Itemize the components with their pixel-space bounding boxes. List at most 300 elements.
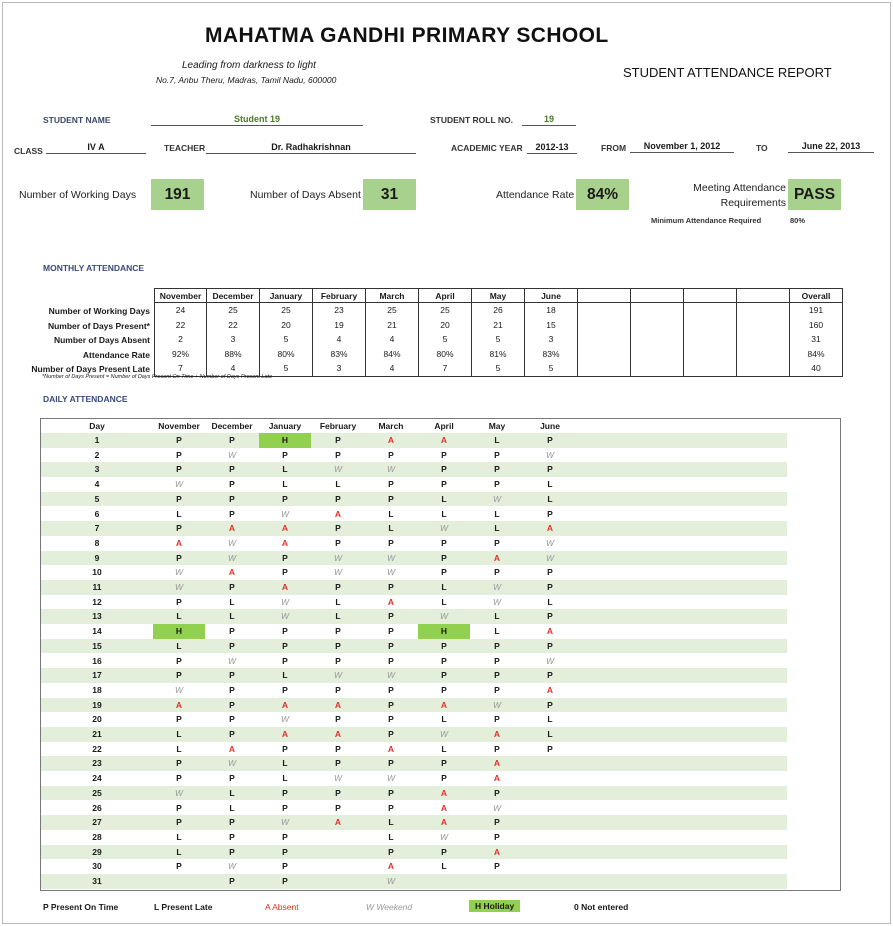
day-number: 13 <box>92 611 102 622</box>
attendance-cell: W <box>386 464 396 475</box>
attendance-cell: A <box>334 508 342 519</box>
monthly-cell <box>578 361 630 376</box>
daily-month-header: May <box>488 421 506 431</box>
attendance-cell: P <box>282 876 288 886</box>
attendance-cell: P <box>388 655 394 666</box>
attendance-cell: P <box>229 876 235 886</box>
attendance-cell: W <box>333 773 343 784</box>
attendance-cell: W <box>386 876 396 886</box>
attendance-cell: P <box>547 743 553 754</box>
attendance-cell: P <box>388 537 394 548</box>
attendance-cell: L <box>176 729 182 739</box>
attendance-cell: P <box>229 493 235 504</box>
monthly-cell: 21 <box>387 319 397 330</box>
month-column <box>207 303 260 377</box>
day-number: 17 <box>92 670 102 681</box>
attendance-cell: P <box>441 670 447 681</box>
attendance-cell: L <box>388 817 394 828</box>
attendance-cell <box>153 874 205 889</box>
monthly-cell: 7 <box>442 363 448 374</box>
daily-row <box>41 492 787 507</box>
attendance-cell: W <box>333 552 343 563</box>
attendance-cell: W <box>439 831 449 842</box>
month-header: March <box>366 289 419 303</box>
attendance-cell: A <box>281 582 289 592</box>
monthly-cell <box>631 361 683 376</box>
attendance-cell: W <box>227 552 237 563</box>
attendance-cell: W <box>492 493 502 504</box>
daily-row <box>41 756 787 771</box>
attendance-cell <box>524 859 576 874</box>
class-value: IV A <box>46 142 146 154</box>
daily-row <box>41 477 787 492</box>
month-column <box>155 303 207 377</box>
day-number: 24 <box>92 773 102 784</box>
academic-year-label: ACADEMIC YEAR <box>451 143 523 153</box>
monthly-cell <box>684 347 736 362</box>
daily-month-header: March <box>378 421 404 431</box>
monthly-cell: 3 <box>548 334 554 345</box>
month-column <box>737 303 790 377</box>
attendance-cell: P <box>176 596 182 607</box>
attendance-cell: P <box>441 655 447 666</box>
monthly-cell <box>737 332 789 347</box>
row-label: Number of Working Days <box>48 306 150 316</box>
day-number: 11 <box>92 582 102 592</box>
attendance-cell: A <box>281 537 289 548</box>
monthly-cell: 21 <box>493 319 503 330</box>
attendance-cell: P <box>494 464 500 475</box>
attendance-cell: W <box>439 611 449 622</box>
month-column <box>525 303 578 377</box>
daily-row <box>41 595 787 610</box>
monthly-cell <box>578 332 630 347</box>
daily-row <box>41 462 787 477</box>
attendance-cell: L <box>547 729 553 739</box>
day-number: 9 <box>94 552 100 563</box>
student-name-label: STUDENT NAME <box>43 115 111 125</box>
attendance-cell: A <box>440 817 448 828</box>
attendance-cell: P <box>388 493 394 504</box>
attendance-cell: P <box>229 773 235 784</box>
attendance-cell: P <box>229 670 235 681</box>
monthly-cell: 3 <box>230 334 236 345</box>
attendance-cell: P <box>176 773 182 784</box>
to-value: June 22, 2013 <box>788 141 874 153</box>
monthly-cell: 3 <box>336 363 342 374</box>
attendance-cell <box>524 801 576 816</box>
attendance-cell: A <box>334 817 342 828</box>
attendance-cell: P <box>335 743 341 754</box>
monthly-cell: 4 <box>230 363 236 374</box>
daily-month-header: December <box>211 421 253 431</box>
attendance-cell: P <box>176 817 182 828</box>
attendance-cell: L <box>441 861 447 872</box>
attendance-cell: W <box>174 787 184 798</box>
attendance-cell: W <box>492 802 502 813</box>
daily-row <box>41 801 787 816</box>
attendance-cell: A <box>546 626 554 637</box>
daily-row <box>41 580 787 595</box>
attendance-cell: L <box>176 508 182 519</box>
attendance-cell: L <box>388 831 394 842</box>
attendance-cell: P <box>282 626 288 637</box>
monthly-cell <box>631 318 683 333</box>
attendance-cell <box>312 859 364 874</box>
attendance-cell: W <box>492 596 502 607</box>
attendance-cell: P <box>441 552 447 563</box>
day-number: 25 <box>92 787 102 798</box>
legend-absent: A Absent <box>265 902 299 912</box>
attendance-cell: W <box>174 582 184 592</box>
attendance-cell: P <box>494 817 500 828</box>
monthly-cell: 4 <box>389 363 395 374</box>
attendance-cell: P <box>441 449 447 460</box>
attendance-cell: P <box>335 758 341 769</box>
attendance-cell: L <box>441 493 447 504</box>
attendance-cell: P <box>282 846 288 857</box>
attendance-cell: P <box>388 802 394 813</box>
attendance-cell: A <box>440 787 448 798</box>
legend-not-entered: 0 Not entered <box>574 902 629 912</box>
attendance-cell: H <box>153 624 205 639</box>
attendance-cell: P <box>176 449 182 460</box>
attendance-cell: L <box>282 773 288 784</box>
daily-row <box>41 742 787 757</box>
daily-row <box>41 609 787 624</box>
attendance-cell: P <box>494 670 500 681</box>
attendance-cell: P <box>547 640 553 651</box>
monthly-cell <box>737 347 789 362</box>
daily-month-header: April <box>434 421 454 431</box>
attendance-cell: A <box>334 729 342 739</box>
attendance-cell: P <box>335 684 341 695</box>
attendance-cell: L <box>441 596 447 607</box>
attendance-cell: W <box>227 449 237 460</box>
school-name: MAHATMA GANDHI PRIMARY SCHOOL <box>205 24 609 47</box>
attendance-cell: P <box>282 567 288 578</box>
attendance-cell <box>312 874 364 889</box>
attendance-cell: L <box>335 611 341 622</box>
monthly-cell: 5 <box>283 334 289 345</box>
monthly-cell: 24 <box>175 305 186 315</box>
monthly-cell: 160 <box>808 319 824 330</box>
attendance-cell: W <box>492 582 502 592</box>
attendance-cell: A <box>175 537 183 548</box>
attendance-cell: P <box>335 787 341 798</box>
attendance-cell: P <box>176 493 182 504</box>
monthly-cell: 25 <box>228 305 238 315</box>
attendance-cell: P <box>282 802 288 813</box>
daily-row <box>41 845 787 860</box>
attendance-cell: P <box>229 817 235 828</box>
monthly-cell: 25 <box>387 305 397 315</box>
attendance-cell: P <box>229 582 235 592</box>
attendance-cell: L <box>282 758 288 769</box>
monthly-cell <box>578 303 630 318</box>
monthly-cell: 5 <box>283 363 289 374</box>
working-days-label: Number of Working Days <box>19 189 137 201</box>
day-number: 12 <box>92 596 102 607</box>
attendance-cell: W <box>386 670 396 681</box>
monthly-cell: 31 <box>811 334 821 345</box>
month-column <box>419 303 472 377</box>
attendance-cell: L <box>176 831 182 842</box>
attendance-cell: P <box>282 552 288 563</box>
monthly-cell: 22 <box>228 319 238 330</box>
month-column <box>366 303 419 377</box>
daily-row <box>41 683 787 698</box>
daily-month-header: January <box>268 421 302 431</box>
attendance-cell: L <box>441 714 447 725</box>
row-label: Number of Days Present* <box>47 320 150 331</box>
attendance-cell: P <box>335 640 341 651</box>
attendance-cell: P <box>388 479 394 490</box>
monthly-cell <box>684 318 736 333</box>
school-address: No.7, Anbu Theru, Madras, Tamil Nadu, 600000 <box>156 75 337 85</box>
report-title: STUDENT ATTENDANCE REPORT <box>623 65 832 80</box>
attendance-cell: P <box>335 435 341 445</box>
attendance-cell: P <box>229 831 235 842</box>
attendance-cell: P <box>388 846 394 857</box>
daily-month-header: February <box>319 421 357 431</box>
attendance-cell: L <box>494 523 500 534</box>
attendance-cell: P <box>441 567 447 578</box>
attendance-cell: P <box>547 699 553 710</box>
row-label: Number of Days Present Late <box>31 364 150 375</box>
monthly-cell: 4 <box>389 334 395 345</box>
attendance-cell: A <box>387 743 395 754</box>
attendance-cell: P <box>176 552 182 563</box>
day-number: 4 <box>94 479 100 490</box>
monthly-cell: 81% <box>489 348 507 359</box>
attendance-cell: A <box>493 773 501 784</box>
day-number: 8 <box>94 537 100 548</box>
attendance-cell: A <box>281 699 289 710</box>
daily-month-header: November <box>158 421 200 431</box>
month-column <box>684 303 737 377</box>
attendance-cell: P <box>282 449 288 460</box>
attendance-cell <box>524 756 576 771</box>
attendance-cell: L <box>547 714 553 725</box>
day-number: 5 <box>94 493 100 504</box>
monthly-cell <box>684 361 736 376</box>
meeting-label-1: Meeting Attendance <box>693 182 786 194</box>
monthly-cell: 5 <box>495 334 501 345</box>
attendance-cell: P <box>229 846 235 857</box>
attendance-cell: P <box>494 861 500 872</box>
month-column <box>578 303 631 377</box>
attendance-cell: A <box>493 552 501 563</box>
attendance-cell: P <box>388 684 394 695</box>
attendance-cell: P <box>388 449 394 460</box>
attendance-cell: W <box>333 567 343 578</box>
monthly-cell: 5 <box>495 363 501 374</box>
daily-row <box>41 536 787 551</box>
attendance-cell: W <box>280 817 290 828</box>
attendance-cell: P <box>441 537 447 548</box>
attendance-cell: P <box>547 582 553 592</box>
month-header: December <box>207 289 260 303</box>
attendance-cell: W <box>227 655 237 666</box>
attendance-cell <box>524 845 576 860</box>
attendance-cell: P <box>335 537 341 548</box>
attendance-cell: A <box>228 523 236 534</box>
daily-row <box>41 565 787 580</box>
day-number: 30 <box>92 861 102 872</box>
monthly-cell: 23 <box>334 305 344 315</box>
attendance-cell: P <box>176 523 182 534</box>
row-label: Attendance Rate <box>82 349 150 360</box>
legend-holiday: H Holiday <box>469 900 520 912</box>
teacher-label: TEACHER <box>164 143 206 153</box>
monthly-cell: 80% <box>277 348 295 359</box>
attendance-cell: P <box>547 670 553 681</box>
attendance-cell: P <box>282 861 288 872</box>
monthly-cell: 5 <box>548 363 554 374</box>
attendance-cell: A <box>334 699 342 710</box>
minimum-attendance-value: 80% <box>790 216 806 225</box>
daily-row <box>41 859 787 874</box>
attendance-cell: P <box>229 714 235 725</box>
attendance-cell: L <box>229 611 235 622</box>
attendance-cell: W <box>280 596 290 607</box>
attendance-cell: A <box>493 758 501 769</box>
attendance-cell: L <box>388 523 394 534</box>
attendance-cell: P <box>176 655 182 666</box>
attendance-cell: L <box>229 596 235 607</box>
teacher-value: Dr. Radhakrishnan <box>206 142 416 154</box>
roll-label: STUDENT ROLL NO. <box>430 115 513 125</box>
monthly-cell <box>631 332 683 347</box>
attendance-cell: P <box>229 684 235 695</box>
from-label: FROM <box>601 143 627 153</box>
day-column-header: Day <box>89 421 105 431</box>
month-column <box>631 303 684 377</box>
day-number: 27 <box>92 817 102 828</box>
attendance-cell: P <box>282 655 288 666</box>
month-header: January <box>260 289 313 303</box>
monthly-cell: 25 <box>281 305 291 315</box>
monthly-cell: 88% <box>224 348 242 359</box>
monthly-cell: 40 <box>811 363 821 374</box>
attendance-cell: W <box>280 611 290 622</box>
attendance-cell: L <box>282 479 288 490</box>
attendance-cell: L <box>441 508 447 519</box>
attendance-cell: P <box>176 758 182 769</box>
attendance-cell: W <box>227 537 237 548</box>
monthly-cell: 18 <box>546 305 556 315</box>
attendance-cell: W <box>545 655 555 666</box>
attendance-cell: P <box>388 611 394 622</box>
daily-row <box>41 654 787 669</box>
attendance-cell: P <box>388 714 394 725</box>
month-header: May <box>472 289 525 303</box>
attendance-cell: L <box>547 479 553 490</box>
attendance-cell: P <box>547 435 553 445</box>
month-header: April <box>419 289 472 303</box>
day-number: 21 <box>92 729 102 739</box>
attendance-cell: P <box>282 640 288 651</box>
attendance-cell: P <box>494 655 500 666</box>
attendance-cell: P <box>335 449 341 460</box>
attendance-cell <box>312 845 364 860</box>
attendance-cell: P <box>335 582 341 592</box>
attendance-cell: P <box>494 537 500 548</box>
daily-row <box>41 815 787 830</box>
attendance-cell: P <box>229 435 235 445</box>
attendance-cell: L <box>282 464 288 475</box>
monthly-cell: 22 <box>175 319 186 330</box>
attendance-cell: P <box>494 684 500 695</box>
day-number: 19 <box>92 699 102 710</box>
legend-present: P Present On Time <box>43 902 119 912</box>
attendance-cell: W <box>280 714 290 725</box>
attendance-cell: P <box>229 640 235 651</box>
monthly-cell: 83% <box>330 348 348 359</box>
monthly-cell <box>737 303 789 318</box>
attendance-cell: L <box>229 802 235 813</box>
attendance-cell <box>312 830 364 845</box>
attendance-cell: W <box>333 464 343 475</box>
attendance-cell: W <box>439 729 449 739</box>
days-absent-kpi: 31 <box>363 179 416 210</box>
monthly-row-labels <box>10 304 150 377</box>
monthly-cell <box>737 318 789 333</box>
attendance-cell: A <box>387 596 395 607</box>
attendance-cell: P <box>388 787 394 798</box>
daily-row <box>41 698 787 713</box>
attendance-cell: P <box>335 493 341 504</box>
attendance-cell: L <box>547 493 553 504</box>
meeting-requirements-kpi: PASS <box>788 179 841 210</box>
attendance-cell: A <box>493 846 501 857</box>
school-motto: Leading from darkness to light <box>182 60 316 71</box>
roll-value: 19 <box>522 114 576 126</box>
attendance-cell: P <box>494 479 500 490</box>
attendance-cell: P <box>335 523 341 534</box>
attendance-cell: P <box>494 743 500 754</box>
attendance-cell: P <box>494 449 500 460</box>
minimum-attendance-label: Minimum Attendance Required <box>651 216 762 225</box>
month-column <box>790 303 843 377</box>
attendance-cell: L <box>282 670 288 681</box>
attendance-cell: W <box>174 567 184 578</box>
day-number: 7 <box>94 523 100 534</box>
day-number: 28 <box>92 831 102 842</box>
meeting-label-2: Requirements <box>720 197 786 209</box>
day-number: 10 <box>92 567 102 578</box>
monthly-attendance-table <box>154 288 843 377</box>
attendance-cell: P <box>335 626 341 637</box>
attendance-cell: P <box>176 464 182 475</box>
monthly-cell: 80% <box>436 348 454 359</box>
attendance-cell: A <box>387 435 395 445</box>
attendance-cell: P <box>229 479 235 490</box>
attendance-cell: W <box>439 523 449 534</box>
month-column <box>472 303 525 377</box>
monthly-attendance-title: MONTHLY ATTENDANCE <box>43 263 145 273</box>
attendance-cell: P <box>176 861 182 872</box>
attendance-cell: P <box>335 714 341 725</box>
attendance-cell: P <box>335 655 341 666</box>
monthly-cell: 26 <box>493 305 503 315</box>
attendance-cell: W <box>545 552 555 563</box>
attendance-cell: P <box>229 699 235 710</box>
attendance-cell: A <box>440 435 448 445</box>
attendance-cell: P <box>282 684 288 695</box>
row-label: Number of Days Absent <box>53 335 150 346</box>
